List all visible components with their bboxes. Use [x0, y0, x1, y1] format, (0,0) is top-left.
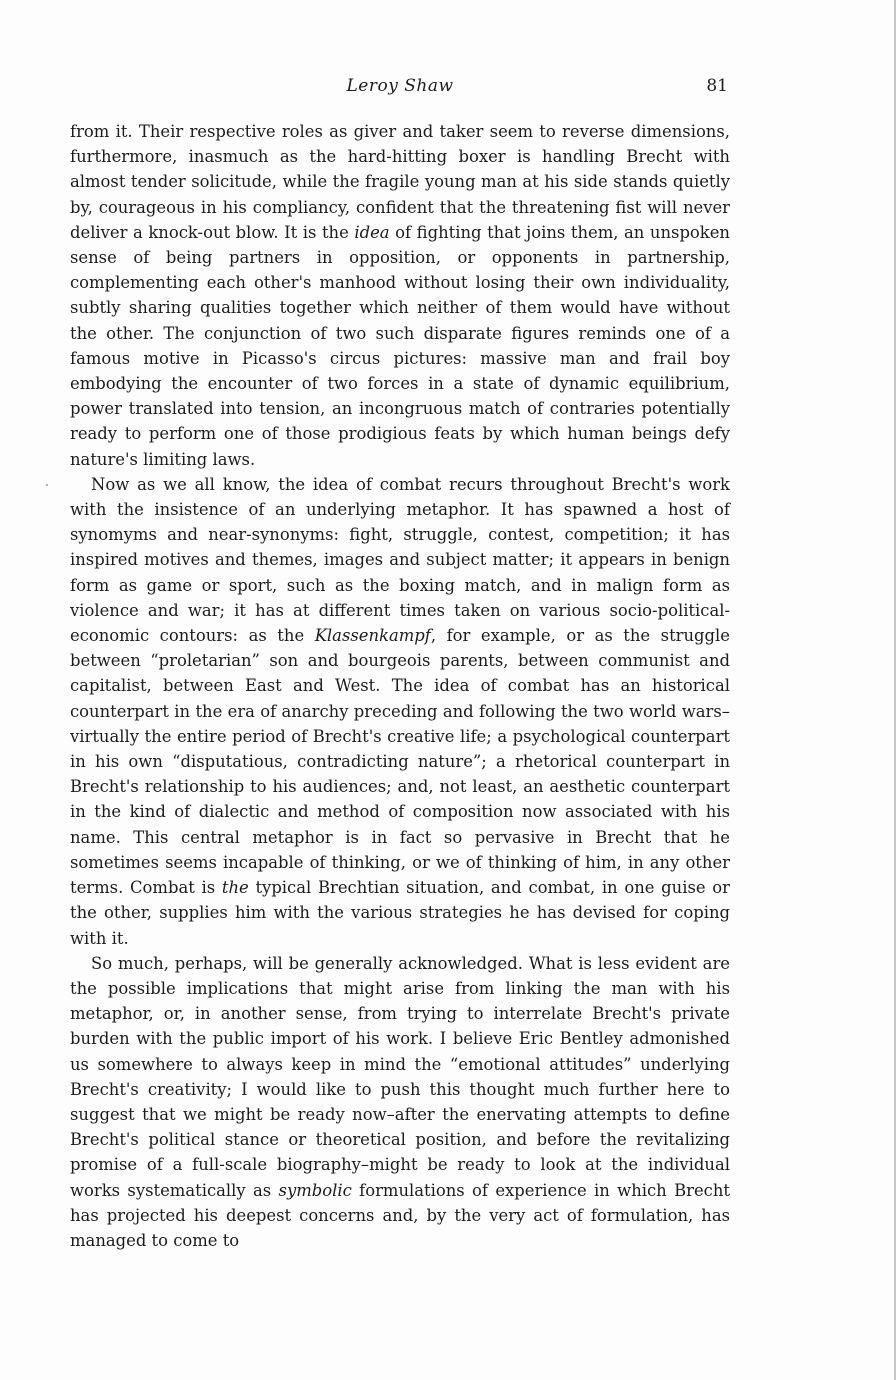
- paragraph-3-italic-symbolic: symbolic: [278, 1180, 352, 1200]
- paragraph-2-text-3: typical Brechtian situation, and combat, in one guise or the other, supplies him with the various strategies he has devised for coping with it.: [70, 878, 731, 948]
- paragraph-3-text-2: formulations of experience in which Brecht has projected his deepest concerns and, by the very act of formulation, has managed to come to: [70, 1180, 730, 1250]
- paragraph-2: [70, 472, 730, 951]
- page-number: 81: [706, 76, 728, 96]
- paragraph-1-italic-idea: idea: [354, 222, 390, 242]
- running-head-author: Leroy Shaw: [346, 76, 454, 96]
- paragraph-3: [70, 951, 730, 1253]
- paragraph-2-italic-the: the: [221, 878, 249, 898]
- paragraph-2-italic-klassenkampf: Klassenkampf: [314, 626, 431, 646]
- paragraph-3-text-1: So much, perhaps, will be generally acknowledged. What is less evident are the possible implications that might arise from linking the man with his metaphor, or, in another sense, from trying to interrelate Brecht's private burden with the public import of his work. I believe Eric Bentley admonished us somewhere to always keep in mind the “emotional attitudes” underlying Brecht's creativity; I would like to push this thought much further here to suggest that we might be ready now–after the enervating attempts to define Brecht's political stance or theoretical position, and before the revitalizing promise of a full-scale biography–might be ready to look at the individual works systematically as: [70, 953, 730, 1200]
- paragraph-2-text-1: Now as we all know, the idea of combat recurs throughout Brecht's work with the insistence of an underlying metaphor. It has spawned a host of synomyms and near-synonyms: fight, struggle, contest, competition; it has inspired motives and themes, images and subject matter; it appears in benign form as game or sport, such as the boxing match, and in malign form as violence and war; it has at different times taken on various socio-political-economic contours: as the: [70, 474, 730, 646]
- paragraph-1-text-2: of fighting that joins them, an unspoken sense of being partners in opposition, or opponents in partnership, complementing each other's manhood without losing their own individuality, subtly sharing qualities together which neither of them would have without the other. The conjunction of two such disparate figures reminds one of a famous motive in Picasso's circus pictures: massive man and frail boy embodying the encounter of two forces in a state of dynamic equilibrium, power translated into tension, an incongruous match of contraries potentially ready to perform one of those prodigious feats by which human beings defy nature's limiting laws.: [70, 222, 730, 469]
- margin-speck: [46, 484, 48, 486]
- paragraph-2-text-2: , for example, or as the struggle between “proletarian” son and bourgeois parents, between communist and capitalist, between East and West. The idea of combat has an historical counterpart in the era of anarchy preceding and following the two world wars–virtually the entire period of Brecht's creative life; a psychological counterpart in his own “disputatious, contradicting nature”; a rhetorical counterpart in Brecht's relationship to his audiences; and, not least, an aesthetic counterpart in the kind of dialectic and method of composition now associated with his name. This central metaphor is in fact so pervasive in Brecht that he sometimes seems incapable of thinking, or we of thinking of him, in any other terms. Combat is: [70, 626, 730, 898]
- running-head: [70, 74, 730, 98]
- paragraph-1: [70, 119, 730, 472]
- body-text: [70, 119, 730, 1253]
- paragraph-1-text-1: from it. Their respective roles as giver and taker seem to reverse dimensions, furthermore, inasmuch as the hard-hitting boxer is handling Brecht with almost tender solicitude, while the fragile young man at his side stands quietly by, courageous in his compliancy, confident that the threatening fist will never deliver a knock-out blow. It is the: [70, 122, 730, 242]
